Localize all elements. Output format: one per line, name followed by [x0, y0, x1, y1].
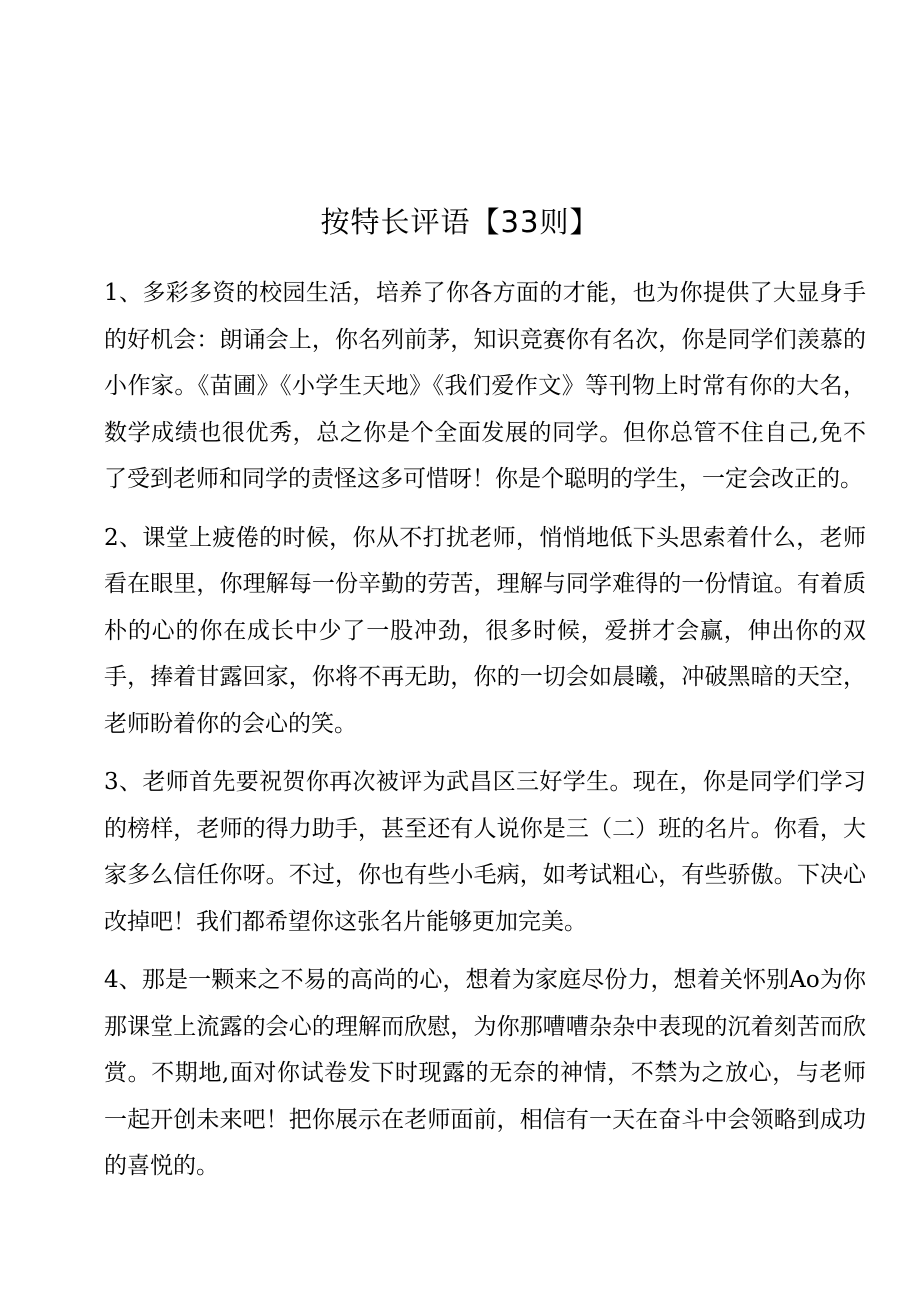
document-body [104, 270, 866, 1202]
paragraph-3: 3、老师首先要祝贺你再次被评为武昌区三好学生。现在，你是同学们学习的榜样，老师的得力助手，甚至还有人说你是三（二）班的名片。你看，大家多么信任你呀。不过，你也有些小毛病，如考试粗心，有些骄傲。下决心改掉吧！我们都希望你这张名片能够更加完美。 [104, 769, 866, 935]
paragraph-1: 1、多彩多资的校园生活，培养了你各方面的才能，也为你提供了大显身手的好机会：朗诵会上，你名列前茅，知识竞赛你有名次，你是同学们羡慕的小作家。《苗圃》《小学生天地》《我们爱作文》等刊物上时常有你的大名，数学成绩也很优秀，总之你是个全面发展的同学。但你总管不住自己,免不了受到老师和同学的责怪这多可惜呀！你是个聪明的学生，一定会改正的。 [104, 280, 866, 492]
document-title: 按特长评语【33则】 [320, 205, 600, 239]
paragraph-4: 4、那是一颗来之不易的高尚的心，想着为家庭尽份力，想着关怀别Ao为你那课堂上流露的会心的理解而欣慰，为你那嘈嘈杂杂中表现的沉着刻苦而欣赏。不期地,面对你试卷发下时现露的无奈的神情，不禁为之放心，与老师一起开创未来吧！把你展示在老师面前，相信有一天在奋斗中会领略到成功的喜悦的。 [104, 967, 866, 1179]
paragraph-2: 2、课堂上疲倦的时候，你从不打扰老师，悄悄地低下头思索着什么，老师看在眼里，你理解每一份辛勤的劳苦，理解与同学难得的一份情谊。有着质朴的心的你在成长中少了一股冲劲，很多时候，爱拼才会赢，伸出你的双手，捧着甘露回家，你将不再无助，你的一切会如晨曦，冲破黑暗的天空，老师盼着你的会心的笑。 [104, 524, 866, 737]
